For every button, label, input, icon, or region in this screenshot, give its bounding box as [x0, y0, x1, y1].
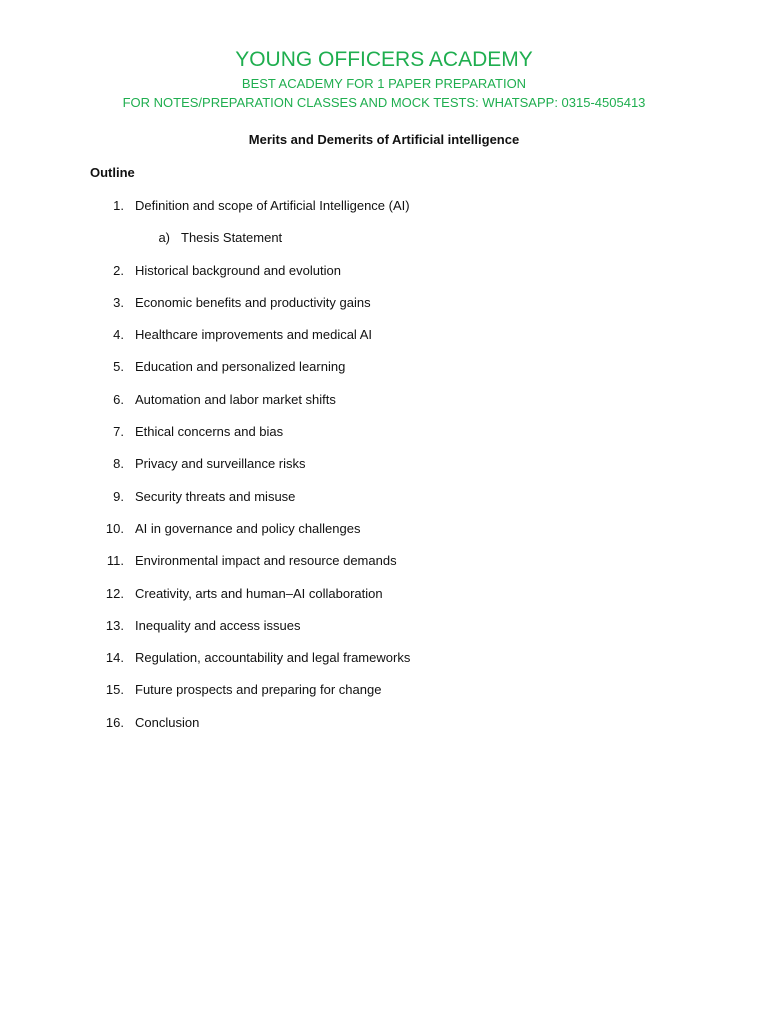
item-number: 7.: [113, 424, 124, 440]
subitem-text: Thesis Statement: [181, 230, 283, 246]
outline-item: [0, 262, 768, 294]
outline-item: [0, 326, 768, 358]
item-text: Economic benefits and productivity gains: [135, 294, 371, 310]
outline-item: [0, 585, 768, 617]
item-text: Historical background and evolution: [135, 262, 341, 278]
item-number: 3.: [113, 294, 124, 310]
academy-name: YOUNG OFFICERS ACADEMY: [235, 48, 533, 71]
item-text: Education and personalized learning: [135, 359, 346, 375]
item-number: 8.: [113, 456, 124, 472]
item-text: Automation and labor market shifts: [135, 391, 336, 407]
item-number: 12.: [105, 585, 124, 601]
item-text: Definition and scope of Artificial Intelligence (AI): [135, 198, 410, 213]
outline-item: [0, 520, 768, 552]
document-header: [0, 46, 768, 112]
academy-tagline: BEST ACADEMY FOR 1 PAPER PREPARATION: [241, 76, 527, 91]
item-text: Security threats and misuse: [135, 488, 296, 504]
item-number: 2.: [113, 262, 124, 278]
item-number: 5.: [113, 359, 124, 375]
item-number: 9.: [113, 488, 124, 504]
item-text: Conclusion: [135, 714, 200, 730]
item-text: Inequality and access issues: [135, 617, 301, 633]
item-number: 13.: [105, 617, 124, 633]
outline-item: [0, 423, 768, 455]
outline-item: [0, 488, 768, 520]
outline-heading: Outline: [90, 165, 135, 180]
item-text: Creativity, arts and human–AI collaboration: [135, 585, 383, 601]
outline-subitem: [0, 229, 768, 261]
outline-item: [0, 552, 768, 584]
subitem-letter: a): [158, 230, 170, 246]
outline-list: [0, 197, 768, 746]
item-number: 11.: [106, 553, 124, 569]
outline-item: [0, 294, 768, 326]
contact-line: FOR NOTES/PREPARATION CLASSES AND MOCK TESTS: WHATSAPP: 0315-4505413: [122, 95, 646, 110]
item-text: Future prospects and preparing for change: [135, 682, 382, 698]
outline-item: [0, 358, 768, 390]
outline-item: [0, 197, 768, 229]
item-text: AI in governance and policy challenges: [135, 520, 361, 536]
item-number: 6.: [113, 391, 124, 407]
outline-item: [0, 617, 768, 649]
outline-item: [0, 649, 768, 681]
outline-item: [0, 714, 768, 746]
document-title: Merits and Demerits of Artificial intelligence: [248, 132, 520, 147]
item-number: 15.: [105, 682, 124, 698]
item-number: 10.: [105, 520, 124, 536]
item-number: 1.: [113, 198, 124, 213]
item-text: Ethical concerns and bias: [135, 424, 284, 440]
outline-item: [0, 391, 768, 423]
item-number: 14.: [105, 650, 124, 666]
item-text: Healthcare improvements and medical AI: [135, 327, 373, 343]
outline-item: [0, 455, 768, 487]
item-number: 16.: [105, 714, 124, 730]
outline-item: [0, 681, 768, 713]
item-text: Privacy and surveillance risks: [135, 456, 306, 472]
item-number: 4.: [113, 327, 124, 343]
item-text: Regulation, accountability and legal frameworks: [135, 650, 411, 666]
item-text: Environmental impact and resource demands: [135, 553, 397, 569]
